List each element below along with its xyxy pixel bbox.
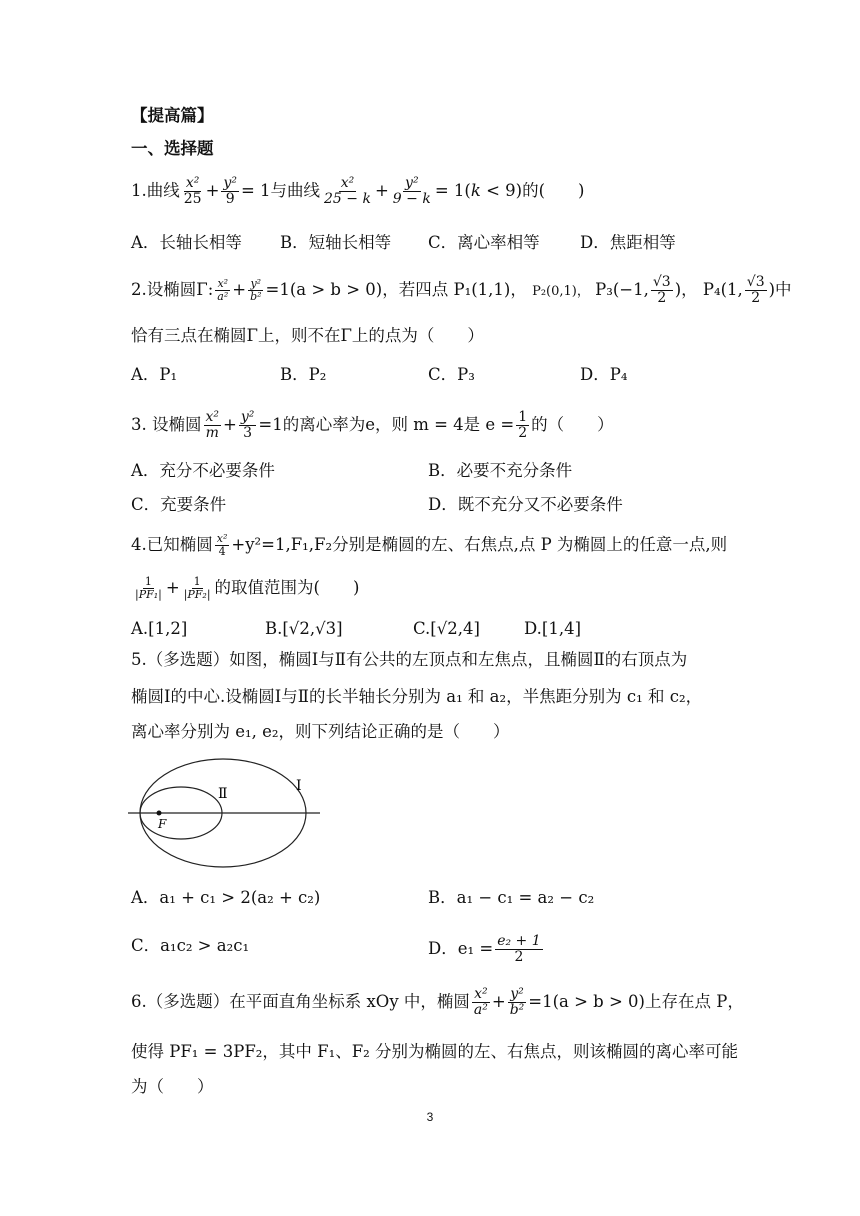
q4-mid: +y²=1,F₁,F₂分别是椭圆的左、右焦点,点 P 为椭圆上的任意一点,则 [231,535,728,554]
q2-p1: P₁(1,1)， [453,280,527,299]
fraction: $\frac{1}{2}$ [518,409,528,441]
fraction: $\frac{\text{y²}}{\text{b²}}$ [509,986,525,1018]
q3-end: 的（ ） [531,415,614,434]
q2-p2: P₂(0,1)， [532,284,590,299]
q4-option-c: C.[√2,4] [413,619,480,638]
q5-line-2: 椭圆Ⅰ的中心.设椭圆Ⅰ与Ⅱ的长半轴长分别为 a₁ 和 a₂，半焦距分别为 c₁ 和 c₂， [131,687,703,706]
q3-option-a: A．充分不必要条件 [131,461,275,480]
q6-line-1a: 6.（多选题）在平面直角坐标系 xOy 中，椭圆 [131,992,470,1011]
q6-line-2: 使得 PF₁ = 3PF₂，其中 F₁、F₂ 分别为椭圆的左、右焦点，则该椭圆的离心率可能 [131,1042,739,1061]
q3-mid: =1的离心率为e，则 m = 4是 e = [258,415,515,434]
q5-option-c: C．a₁c₂ > a₂c₁ [131,936,250,955]
ellipse-figure [128,758,323,870]
q6-line-1b: =1(a > b > 0)上存在点 P， [528,992,744,1011]
q2-p3: P₃(−1, [595,280,649,299]
q1-end: 的( ) [522,181,585,200]
question-3: 3. 设椭圆 $\frac{\text{x²}}{m}$ + $\frac{\text{y²}}{3}$ =1的离心率为e，则 m = 4是 e = $\frac{1}{2}$ 的（ ） [131,409,614,441]
q5-option-d-wrap [428,934,545,965]
q4-option-b: B.[√2,√3] [265,619,343,638]
label-ellipse-1: Ⅰ [296,778,302,794]
q1-option-c: C．离心率相等 [428,233,540,252]
question-2: 2.设椭圆Γ: $\frac{\text{x²}}{\text{a²}}$ + $\frac{\text{y²}}{\text{b²}}$ =1(a > b > 0)，若四点 P₁(1,1)， P₂(0,1)， P₃(−1, $\frac{√3}{2}$ )， P₄(1, $\frac{√3}{2}$ )中 [131,274,792,306]
q1-option-b: B．短轴长相等 [280,233,392,252]
page-number: 3 [426,1110,434,1124]
fraction: $\frac{√3}{2}$ [746,274,765,306]
q5-line-1: 5.（多选题）如图，椭圆Ⅰ与Ⅱ有公共的左顶点和左焦点，且椭圆Ⅱ的右顶点为 [131,650,688,669]
q2-option-c: C．P₃ [428,365,475,384]
fraction: $\frac{√3}{2}$ [652,274,671,306]
q2-end: 中 [775,280,792,299]
q2-p4: P₄(1, [702,280,743,299]
q5-line-3: 离心率分别为 e₁, e₂，则下列结论正确的是（ ） [131,722,510,741]
fraction: $\frac{\text{y²}}{\text{b²}}$ [250,277,262,303]
question-1: 1.曲线 $\frac{\text{x²}}{25}$ + $\frac{\text{y²}}{9}$ = 1与曲线 $\frac{\text{x²}}{25 - k}$ + $\frac{\text{y²}}{9 - k}$ = 1(k < 9)的( ) [131,175,585,207]
fraction: $\frac{\text{x²}}{25}$ [183,175,202,207]
q4-option-a: A.[1,2] [131,619,188,638]
q2-option-d: D．P₄ [580,365,628,384]
question-6: 6.（多选题）在平面直角坐标系 xOy 中，椭圆 $\frac{\text{x²}}{\text{a²}}$ + $\frac{\text{y²}}{\text{b²}}$ =1(a > b > 0)上存在点 P， [131,986,744,1018]
q4-lead: 4.已知椭圆 [131,535,213,554]
question-4 [131,533,727,558]
q6-line-3: 为（ ） [131,1077,214,1096]
q2-option-a: A．P₁ [131,365,178,384]
label-ellipse-2: Ⅱ [218,786,228,802]
q5-option-d: D．e₁ = [428,939,494,958]
fraction: $\frac{1}{\text{|PF₁|}}$ [135,575,162,601]
q1-option-a: A．长轴长相等 [131,233,242,252]
fraction: $\frac{\text{x²}}{\text{a²}}$ [217,277,229,303]
q3-option-b: B．必要不充分条件 [428,461,573,480]
q1-lead: 1.曲线 [131,181,180,200]
fraction: $\frac{\text{x²}}{4}$ [216,532,228,558]
fraction: $\frac{\text{y²}}{3}$ [240,409,255,441]
fraction: $\frac{1}{\text{|PF₂|}}$ [183,575,211,601]
fraction: $\frac{\text{e₂ + 1}}{2}$ [497,933,541,965]
section-title: 【提高篇】 [131,106,214,125]
q1-mid: 与曲线 [270,181,321,200]
fraction: $\frac{\text{x²}}{25 - k}$ [324,175,371,207]
q4-option-d: D.[1,4] [524,619,582,638]
q4-line-2: $\frac{1}{\text{|PF₁|}}$ + $\frac{1}{\text{|PF₂|}}$ 的取值范围为( ) [135,575,360,601]
q2-lead: 2.设椭圆Γ: [131,280,214,299]
focus-point [157,811,162,816]
q2-line-2: 恰有三点在椭圆Γ上，则不在Γ上的点为（ ） [131,326,484,345]
fraction: $\frac{\text{x²}}{m}$ [205,409,220,441]
q5-option-b: B．a₁ − c₁ = a₂ − c₂ [428,888,595,907]
part-title: 一、选择题 [131,139,214,158]
fraction: $\frac{\text{y²}}{9 - k}$ [392,175,431,207]
q3-option-c: C．充要条件 [131,495,227,514]
fraction: $\frac{\text{y²}}{9}$ [223,175,237,207]
q2-cond: =1(a > b > 0)，若四点 [265,280,449,299]
q2-option-b: B．P₂ [280,365,327,384]
q5-option-a: A．a₁ + c₁ > 2(a₂ + c₂) [131,888,321,907]
q1-option-d: D．焦距相等 [580,233,676,252]
q3-option-d: D．既不充分又不必要条件 [428,495,623,514]
fraction: $\frac{\text{x²}}{\text{a²}}$ [473,986,488,1018]
q4-end: 的取值范围为( ) [214,578,360,597]
label-focus: F [158,817,167,831]
q3-lead: 3. 设椭圆 [131,415,202,434]
